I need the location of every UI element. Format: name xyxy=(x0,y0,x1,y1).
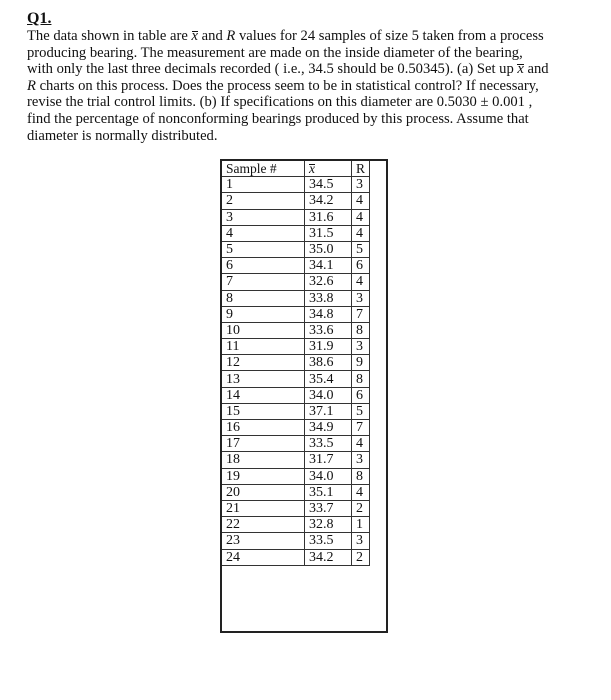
question-line-4: R charts on this process. Does the process seem to be in statistical control? If necessary, xyxy=(27,77,539,94)
cell-sample-number: 21 xyxy=(222,500,305,516)
cell-range: 2 xyxy=(352,549,370,565)
cell-sample-number: 18 xyxy=(222,452,305,468)
table-row xyxy=(222,193,370,209)
table-row xyxy=(222,468,370,484)
cell-xbar: 34.9 xyxy=(305,420,352,436)
table-row xyxy=(222,322,370,338)
cell-range: 7 xyxy=(352,306,370,322)
cell-sample-number: 13 xyxy=(222,371,305,387)
table-row xyxy=(222,500,370,516)
cell-sample-number: 22 xyxy=(222,517,305,533)
xbar-symbol: x xyxy=(517,61,524,78)
cell-sample-number: 14 xyxy=(222,387,305,403)
xbar-symbol: x xyxy=(191,28,199,44)
cell-xbar: 33.5 xyxy=(305,533,352,549)
sample-data-table xyxy=(221,160,370,566)
table-row xyxy=(222,533,370,549)
cell-range: 4 xyxy=(352,436,370,452)
question-line-6: find the percentage of nonconforming bearings produced by this process. Assume that xyxy=(27,110,529,127)
table-row xyxy=(222,225,370,241)
cell-xbar: 34.2 xyxy=(305,193,352,209)
cell-xbar: 35.0 xyxy=(305,241,352,257)
cell-xbar: 33.5 xyxy=(305,436,352,452)
cell-range: 4 xyxy=(352,193,370,209)
cell-range: 8 xyxy=(352,371,370,387)
table-row xyxy=(222,452,370,468)
question-block xyxy=(27,10,597,565)
table-row xyxy=(222,484,370,500)
question-line-1: The data shown in table are x and R values for 24 samples of size 5 taken from a process xyxy=(27,28,544,44)
cell-xbar: 33.8 xyxy=(305,290,352,306)
cell-range: 3 xyxy=(352,533,370,549)
question-line-5: revise the trial control limits. (b) If specifications on this diameter are 0.5030 ± 0.001 , xyxy=(27,94,533,111)
cell-xbar: 37.1 xyxy=(305,403,352,419)
table-row xyxy=(222,436,370,452)
table-body xyxy=(222,177,370,566)
cell-xbar: 34.1 xyxy=(305,258,352,274)
question-line-7: diameter is normally distributed. xyxy=(27,127,218,144)
cell-xbar: 32.6 xyxy=(305,274,352,290)
cell-sample-number: 15 xyxy=(222,403,305,419)
cell-sample-number: 10 xyxy=(222,322,305,338)
table-row xyxy=(222,306,370,322)
cell-sample-number: 24 xyxy=(222,549,305,565)
cell-sample-number: 23 xyxy=(222,533,305,549)
cell-sample-number: 5 xyxy=(222,241,305,257)
cell-xbar: 34.8 xyxy=(305,306,352,322)
cell-range: 9 xyxy=(352,355,370,371)
cell-range: 3 xyxy=(352,339,370,355)
cell-range: 4 xyxy=(352,274,370,290)
cell-range: 7 xyxy=(352,420,370,436)
cell-xbar: 34.2 xyxy=(305,549,352,565)
table-row xyxy=(222,209,370,225)
cell-sample-number: 1 xyxy=(222,177,305,193)
table-row xyxy=(222,355,370,371)
cell-xbar: 31.5 xyxy=(305,225,352,241)
table-row xyxy=(222,549,370,565)
question-title: Q1. xyxy=(27,10,52,27)
cell-xbar: 35.1 xyxy=(305,484,352,500)
cell-range: 8 xyxy=(352,322,370,338)
cell-sample-number: 6 xyxy=(222,258,305,274)
cell-range: 4 xyxy=(352,209,370,225)
cell-sample-number: 17 xyxy=(222,436,305,452)
table-header-row xyxy=(222,161,370,177)
cell-sample-number: 4 xyxy=(222,225,305,241)
cell-sample-number: 9 xyxy=(222,306,305,322)
cell-xbar: 32.8 xyxy=(305,517,352,533)
cell-sample-number: 8 xyxy=(222,290,305,306)
cell-range: 4 xyxy=(352,484,370,500)
table-row xyxy=(222,241,370,257)
cell-sample-number: 11 xyxy=(222,339,305,355)
cell-sample-number: 20 xyxy=(222,484,305,500)
cell-sample-number: 2 xyxy=(222,193,305,209)
cell-xbar: 35.4 xyxy=(305,371,352,387)
cell-range: 3 xyxy=(352,177,370,193)
header-sample-number: Sample # xyxy=(222,161,305,177)
header-range: R xyxy=(352,161,370,177)
cell-sample-number: 3 xyxy=(222,209,305,225)
cell-xbar: 31.6 xyxy=(305,209,352,225)
cell-xbar: 33.7 xyxy=(305,500,352,516)
cell-sample-number: 19 xyxy=(222,468,305,484)
cell-sample-number: 16 xyxy=(222,420,305,436)
cell-range: 5 xyxy=(352,241,370,257)
table-row xyxy=(222,290,370,306)
table-row xyxy=(222,371,370,387)
table-row xyxy=(222,274,370,290)
question-line-3: with only the last three decimals recorded ( i.e., 34.5 should be 0.50345). (a) Set up x and xyxy=(27,61,549,78)
cell-range: 4 xyxy=(352,225,370,241)
cell-range: 3 xyxy=(352,452,370,468)
cell-xbar: 34.0 xyxy=(305,387,352,403)
table-row xyxy=(222,420,370,436)
table-row xyxy=(222,258,370,274)
cell-range: 8 xyxy=(352,468,370,484)
cell-xbar: 38.6 xyxy=(305,355,352,371)
table-row xyxy=(222,517,370,533)
table-row xyxy=(222,387,370,403)
cell-range: 5 xyxy=(352,403,370,419)
table-row xyxy=(222,339,370,355)
cell-sample-number: 7 xyxy=(222,274,305,290)
cell-range: 3 xyxy=(352,290,370,306)
cell-range: 6 xyxy=(352,387,370,403)
question-text xyxy=(27,28,597,144)
table-row xyxy=(222,177,370,193)
cell-range: 1 xyxy=(352,517,370,533)
cell-xbar: 31.7 xyxy=(305,452,352,468)
question-line-2: producing bearing. The measurement are made on the inside diameter of the bearing, xyxy=(27,44,523,61)
cell-range: 6 xyxy=(352,258,370,274)
cell-xbar: 33.6 xyxy=(305,322,352,338)
table-row xyxy=(222,403,370,419)
cell-xbar: 31.9 xyxy=(305,339,352,355)
cell-range: 2 xyxy=(352,500,370,516)
header-xbar: x xyxy=(305,161,352,177)
cell-sample-number: 12 xyxy=(222,355,305,371)
cell-xbar: 34.5 xyxy=(305,177,352,193)
cell-xbar: 34.0 xyxy=(305,468,352,484)
